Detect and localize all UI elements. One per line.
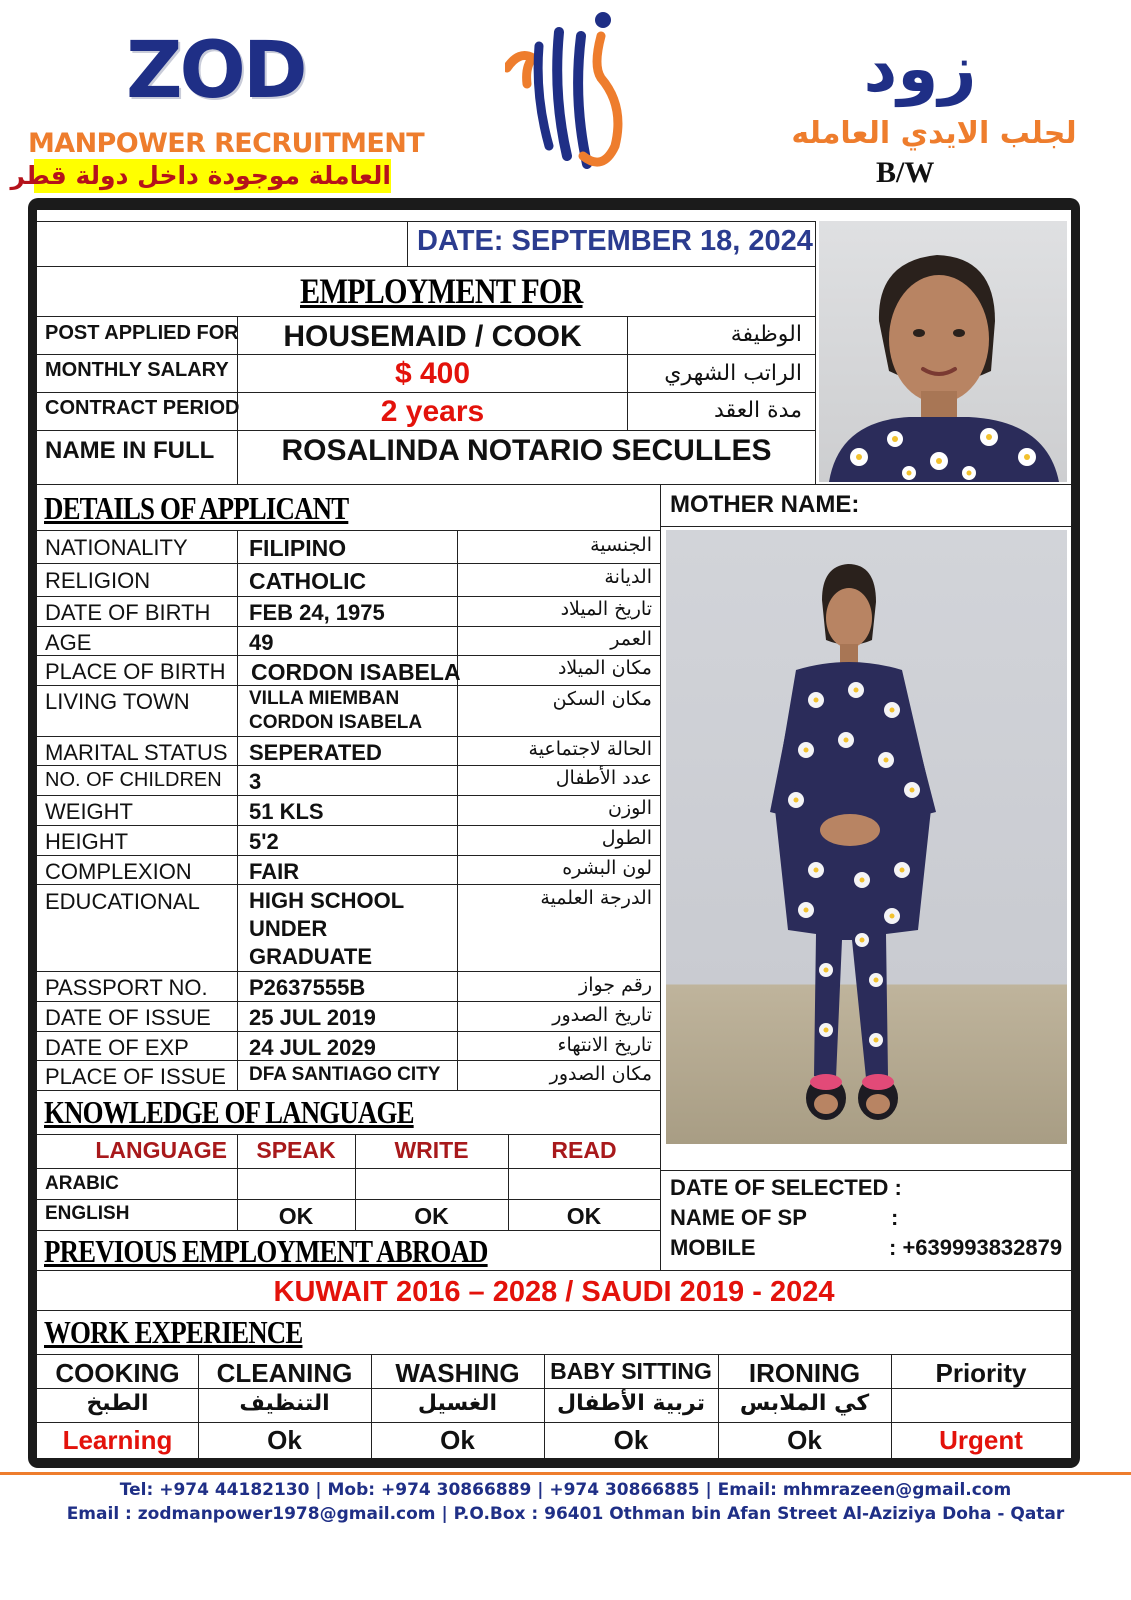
date-of-issue-value: 25 JUL 2019: [249, 1005, 376, 1030]
children-value: 3: [249, 769, 262, 794]
work-ar-cooking: الطبخ: [86, 1391, 149, 1416]
date-of-issue-arabic: تاريخ الصدور: [552, 1004, 652, 1026]
children-arabic: عدد الأطفال: [555, 767, 652, 789]
work-ar-ironing: كي الملابس: [739, 1391, 870, 1416]
english-read: OK: [566, 1203, 602, 1229]
work-col-cleaning: CLEANING: [216, 1358, 353, 1388]
work-value-washing: Ok: [440, 1425, 475, 1455]
name-in-full-label: NAME IN FULL: [45, 437, 215, 464]
footer-contact-line1: Tel: +974 44182130 | Mob: +974 30866889 | +974 30866885 | Email: mhmrazeen@gmail.com: [119, 1480, 1012, 1500]
educational-value-line2: UNDER: [249, 916, 328, 941]
marital-status-arabic: الحالة لاجتماعية: [528, 738, 652, 760]
employment-heading: EMPLOYMENT FOR: [300, 271, 583, 311]
complexion-value: FAIR: [249, 859, 300, 884]
place-of-birth-label: PLACE OF BIRTH: [45, 659, 226, 684]
post-applied-value: HOUSEMAID / COOK: [283, 320, 582, 353]
details-heading: DETAILS OF APPLICANT: [44, 490, 349, 526]
work-col-baby-sitting: BABY SITTING: [550, 1358, 712, 1384]
educational-label: EDUCATIONAL: [45, 889, 200, 914]
age-value: 49: [249, 630, 274, 655]
date-of-exp-arabic: تاريخ الانتهاء: [557, 1034, 652, 1056]
work-ar-baby-sitting: تربية الأطفال: [556, 1391, 706, 1416]
place-of-birth-arabic: مكان الميلاد: [557, 657, 652, 679]
work-col-ironing: IRONING: [748, 1358, 861, 1388]
work-value-cleaning: Ok: [267, 1425, 302, 1455]
contract-period-label: CONTRACT PERIOD: [45, 397, 240, 419]
mobile-value: : +639993832879: [889, 1235, 1063, 1260]
language-col-read: READ: [551, 1137, 617, 1163]
language-col-write: WRITE: [394, 1137, 469, 1163]
nationality-arabic: الجنسية: [590, 534, 652, 556]
mobile-label: MOBILE: [670, 1235, 756, 1260]
nationality-value: FILIPINO: [249, 535, 347, 561]
place-of-issue-arabic: مكان الصدور: [549, 1063, 652, 1085]
passport-arabic: رقم جواز: [579, 974, 652, 996]
religion-arabic: الديانة: [604, 566, 652, 588]
company-logo-text: ZOD: [126, 26, 305, 116]
age-label: AGE: [45, 630, 92, 655]
mother-name-label: MOTHER NAME:: [670, 491, 860, 518]
living-town-value-line2: CORDON ISABELA: [249, 712, 423, 733]
place-of-issue-value: DFA SANTIAGO CITY: [249, 1064, 441, 1085]
applicant-full-name: ROSALINDA NOTARIO SECULLES: [281, 434, 772, 467]
nationality-label: NATIONALITY: [45, 535, 188, 560]
qatar-location-note: العاملة موجودة داخل دولة قطر: [34, 159, 391, 193]
dob-arabic: تاريخ الميلاد: [560, 598, 652, 620]
language-heading: KNOWLEDGE OF LANGUAGE: [44, 1094, 414, 1130]
monthly-salary-arabic: الراتب الشهري: [664, 361, 802, 386]
living-town-arabic: مكان السكن: [552, 688, 652, 710]
contract-period-value: 2 years: [380, 395, 485, 428]
language-arabic-label: ARABIC: [45, 1173, 119, 1194]
footer-contact-line2: Email : zodmanpower1978@gmail.com | P.O.Box : 96401 Othman bin Afan Street Al-Aziziya Doha - Qatar: [66, 1504, 1065, 1524]
educational-value-line3: GRADUATE: [249, 944, 373, 969]
name-of-sp-label: NAME OF SP: [670, 1205, 807, 1230]
post-applied-label: POST APPLIED FOR: [45, 322, 239, 344]
language-english-label: ENGLISH: [45, 1203, 130, 1224]
work-value-baby-sitting: Ok: [613, 1425, 649, 1455]
marital-status-value: SEPERATED: [249, 740, 382, 765]
work-col-priority: Priority: [935, 1358, 1027, 1388]
name-of-sp-colon: :: [891, 1205, 899, 1230]
english-speak: OK: [278, 1203, 314, 1229]
educational-arabic: الدرجة العلمية: [540, 887, 652, 909]
dob-value: FEB 24, 1975: [249, 600, 385, 625]
work-value-cooking: Learning: [62, 1425, 173, 1455]
footer-divider: [0, 1472, 1131, 1475]
weight-arabic: الوزن: [607, 797, 652, 819]
passport-label: PASSPORT NO.: [45, 975, 208, 1000]
company-emblem-icon: [505, 6, 635, 176]
date-of-selected-label: DATE OF SELECTED :: [670, 1175, 902, 1200]
complexion-label: COMPLEXION: [45, 859, 192, 884]
living-town-value-line1: VILLA MIEMBAN: [249, 688, 400, 709]
passport-value: P2637555B: [249, 975, 366, 1000]
work-col-cooking: COOKING: [55, 1358, 180, 1388]
date-of-exp-value: 24 JUL 2029: [249, 1035, 376, 1060]
height-label: HEIGHT: [45, 829, 129, 854]
previous-employment-heading: PREVIOUS EMPLOYMENT ABROAD: [44, 1233, 488, 1269]
bw-label: B/W: [876, 156, 935, 189]
marital-status-label: MARITAL STATUS: [45, 740, 228, 765]
applicant-face-photo: [819, 221, 1067, 482]
work-ar-washing: الغسيل: [417, 1391, 498, 1416]
date-of-exp-label: DATE OF EXP: [45, 1035, 189, 1060]
work-value-priority: Urgent: [939, 1425, 1023, 1455]
place-of-birth-value: CORDON ISABELA: [251, 659, 461, 685]
height-value: 5'2: [249, 829, 279, 854]
previous-employment-value: KUWAIT 2016 – 2028 / SAUDI 2019 - 2024: [273, 1276, 835, 1308]
children-label: NO. OF CHILDREN: [45, 769, 222, 791]
work-col-washing: WASHING: [395, 1358, 520, 1388]
height-arabic: الطول: [601, 827, 652, 849]
language-col-speak: SPEAK: [256, 1137, 336, 1163]
work-experience-heading: WORK EXPERIENCE: [44, 1314, 303, 1350]
company-logo-arabic: زود: [863, 30, 977, 107]
complexion-arabic: لون البشره: [562, 857, 652, 879]
weight-label: WEIGHT: [45, 799, 133, 824]
date-line: DATE: SEPTEMBER 18, 2024: [417, 225, 813, 257]
dob-label: DATE OF BIRTH: [45, 600, 211, 625]
living-town-label: LIVING TOWN: [45, 689, 190, 714]
language-col-language: LANGUAGE: [95, 1137, 227, 1163]
educational-value-line1: HIGH SCHOOL: [249, 888, 405, 913]
religion-label: RELIGION: [45, 568, 151, 593]
place-of-issue-label: PLACE OF ISSUE: [45, 1064, 226, 1089]
work-value-ironing: Ok: [787, 1425, 822, 1455]
monthly-salary-value: $ 400: [394, 357, 471, 390]
company-subtitle-arabic: لجلب الايدي العامله: [791, 116, 1077, 151]
post-applied-arabic: الوظيفة: [730, 322, 802, 347]
work-ar-cleaning: التنظيف: [239, 1391, 330, 1416]
religion-value: CATHOLIC: [249, 568, 367, 594]
date-of-issue-label: DATE OF ISSUE: [45, 1005, 211, 1030]
monthly-salary-label: MONTHLY SALARY: [45, 359, 229, 381]
contract-period-arabic: مدة العقد: [714, 398, 802, 423]
applicant-full-body-photo: [666, 530, 1067, 1144]
weight-value: 51 KLS: [249, 799, 324, 824]
age-arabic: العمر: [610, 628, 652, 650]
english-write: OK: [414, 1203, 449, 1229]
company-subtitle: MANPOWER RECRUITMENT: [28, 128, 425, 159]
